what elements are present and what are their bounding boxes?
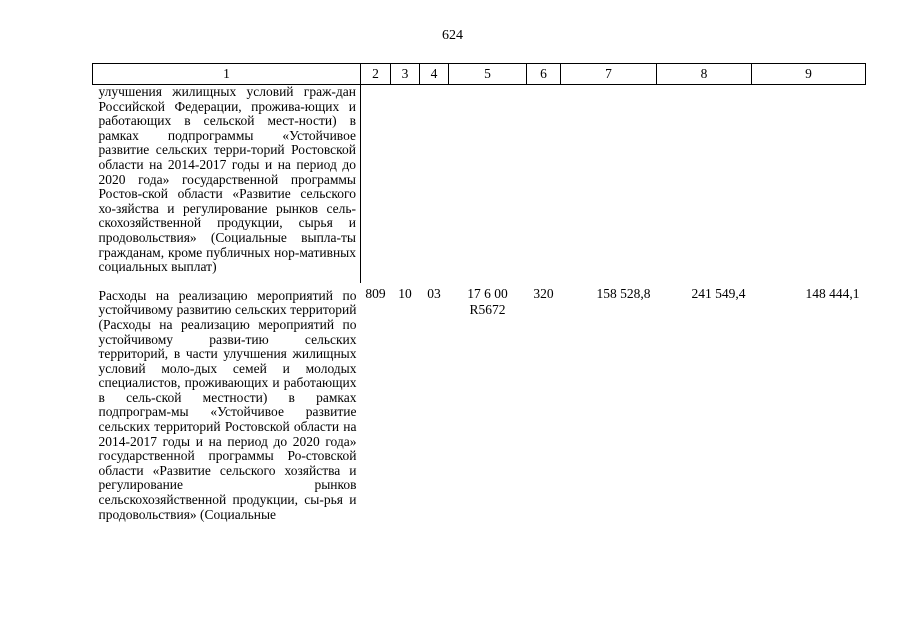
header-col-7: 7 xyxy=(561,64,657,85)
header-col-4: 4 xyxy=(420,64,449,85)
row-col-8 xyxy=(657,85,752,283)
row-col-5: 17 6 00 R5672 xyxy=(467,285,508,317)
header-col-1: 1 xyxy=(93,64,361,85)
row-col-2 xyxy=(361,85,391,283)
row-col-7 xyxy=(561,85,657,283)
budget-table xyxy=(92,63,866,522)
header-row xyxy=(93,64,866,85)
row-col-3: 10 xyxy=(398,285,412,301)
row-description: улучшения жилищных условий граж-дан Российской Федерации, прожива-ющих и работающих в сельской мест-ности) в рамках подпрограммы «Устойчивое развитие сельских терри-торий Ростовской области на 2014-2017 годы и на период до 2020 года» государственной программы Ростов-ской области «Развитие сельского хо-зяйства и регулирование рынков сель-скохозяйственной продукции, сырья и продовольствия» (Социальные выпла-ты гражданам, кроме публичных нор-мативных социальных выплат) xyxy=(98,84,356,275)
row-col-4: 03 xyxy=(427,285,441,301)
row-col-3 xyxy=(391,85,420,283)
row-col-7: 158 528,8 xyxy=(596,285,651,301)
header-col-2: 2 xyxy=(361,64,391,85)
header-col-8: 8 xyxy=(657,64,752,85)
row-col-6: 320 xyxy=(533,285,554,301)
row-col-4 xyxy=(420,85,449,283)
table-row xyxy=(93,85,866,283)
row-col-6 xyxy=(527,85,561,283)
table-row xyxy=(93,283,866,523)
header-col-6: 6 xyxy=(527,64,561,85)
row-col-8: 241 549,4 xyxy=(691,285,746,301)
page-number: 624 xyxy=(442,28,463,43)
header-col-9: 9 xyxy=(752,64,866,85)
row-col-2: 809 xyxy=(365,285,386,301)
row-col-5 xyxy=(449,85,527,283)
header-col-5: 5 xyxy=(449,64,527,85)
row-description: Расходы на реализацию мероприятий по устойчивому развитию сельских территорий (Расходы на реализацию мероприятий по устойчивому разви-тию сельских территорий, в части улучшения жилищных условий моло-дых семей и молодых специалистов, проживающих и работающих в сель-ской местности) в рамках подпрограм-мы «Устойчивое развитие сельских территорий Ростовской области на 2014-2017 годы и на период до 2020 года» государственной программы Ро-стовской области «Развитие сельского хозяйства и регулирование рынков сельскохозяйственной продукции, сы-рья и продовольствия» (Социальные xyxy=(98,287,357,522)
header-col-3: 3 xyxy=(391,64,420,85)
row-col-9 xyxy=(752,85,866,283)
row-col-9: 148 444,1 xyxy=(805,285,860,301)
